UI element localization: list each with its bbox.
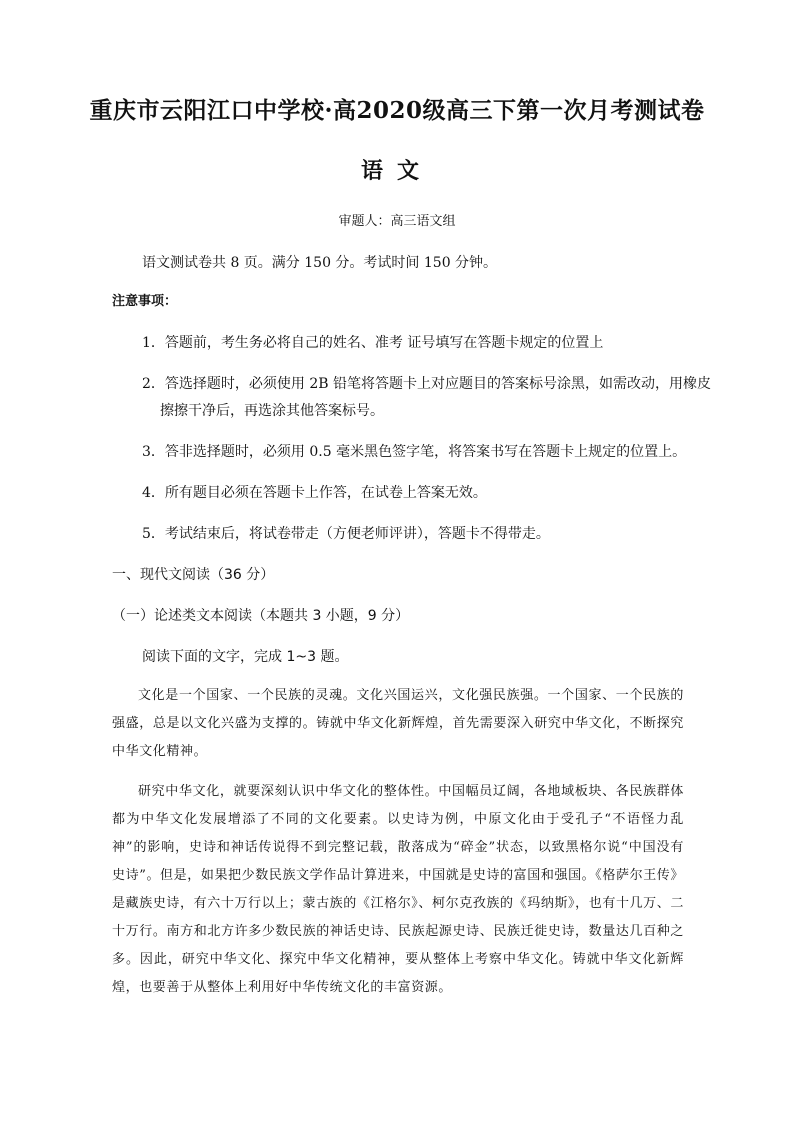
notice-heading: 注意事项： [112,294,178,309]
subject-title: 语文 [360,158,433,184]
reviewer-line: 审题人：高三语文组 [338,214,456,229]
page-title: 重庆市云阳江口中学校·高2020级高三下第一次月考测试卷 [89,97,705,124]
passage-paragraph-1: 文化是一个国家、一个民族的灵魂。文化兴国运兴，文化强民族强。一个国家、一个民族的强盛，总是以文化兴盛为支撑的。铸就中华文化新辉煌，首先需要深入研究中华文化，不断探究中华文化精神。 [112,688,684,759]
section-heading: 一、现代文阅读（36 分） [112,567,275,583]
notice-item-2-cont: 擦擦干净后，再选涂其他答案标号。 [160,403,384,419]
passage-paragraph-2: 研究中华文化，就要深刻认识中华文化的整体性。中国幅员辽阔，各地域板块、各民族群体都为中华文化发展增添了不同的文化要素。以史诗为例，中原文化由于受孔子“不语怪力乱神”的影响，史诗和神话传说得不到完整记载，散落成为“碎金”状态，以致黑格尔说“中国没有史诗”。但是，如果把少数民族文学作品计算进来，中国就是史诗的富国和强国。《格萨尔王传》是藏族史诗，有六十万行以上；蒙古族的《江格尔》、柯尔克孜族的《玛纳斯》，也有十几万、二十万行。南方和北方许多少数民族的神话史诗、民族起源史诗、民族迁徙史诗，数量达几百种之多。因此，研究中华文化、探究中华文化精神，要从整体上考察中华文化。铸就中华文化新辉煌，也要善于从整体上利用好中华传统文化的丰富资源。 [112,784,684,995]
notice-item-1: 1．答题前，考生务必将自己的姓名、准考 证号填写在答题卡规定的位置上 [142,335,604,351]
reading-instruction: 阅读下面的文字，完成 1~3 题。 [142,649,349,665]
subsection-heading: （一）论述类文本阅读（本题共 3 小题，9 分） [112,608,410,624]
notice-item-5: 5．考试结束后，将试卷带走（方便老师评讲），答题卡不得带走。 [142,526,550,542]
notice-item-3: 3．答非选择题时，必须用 0.5 毫米黑色签字笔，将答案书写在答题卡上规定的位置上。 [142,444,687,460]
exam-intro: 语文测试卷共 8 页。满分 150 分。考试时间 150 分钟。 [142,255,498,271]
notice-item-4: 4．所有题目必须在答题卡上作答，在试卷上答案无效。 [142,485,487,501]
notice-item-2: 2．答选择题时，必须使用 2B 铅笔将答题卡上对应题目的答案标号涂黑，如需改动，用橡皮 [142,376,712,392]
